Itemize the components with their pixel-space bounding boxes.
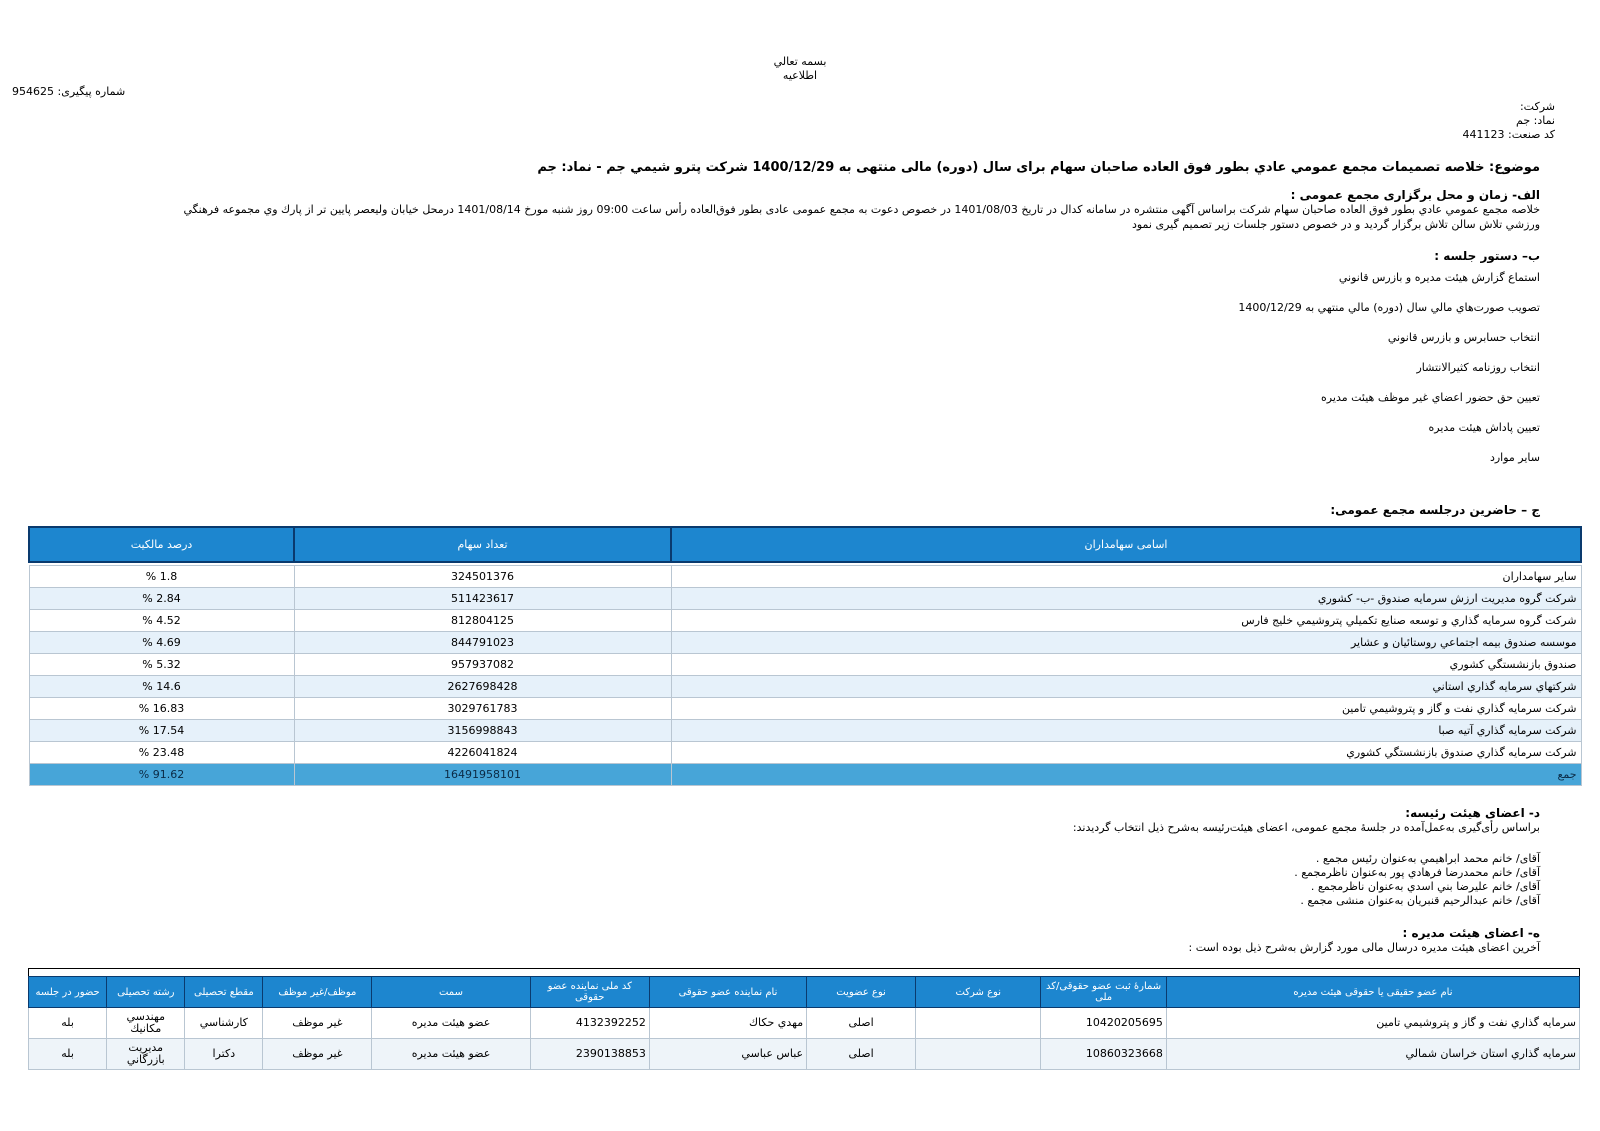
agenda-item: استماع گزارش هيئت مديره و بازرس قانوني [1338, 271, 1540, 284]
board-members-table [28, 976, 1580, 1070]
table-row [29, 654, 1581, 676]
ownership-percent: 2.84 % [29, 588, 294, 610]
section-a-line1: خلاصه مجمع عمومي عادي بطور فوق العاده صاحبان سهام شرکت براساس آگهی منتشره در سامانه کدال در تاریخ 1401/08/03 در خصوص دعوت به مجمع عمومی عادی بطور فوق‌العاده رأس ساعت 09:00 روز شنبه مورخ 1401/08/14 درمحل خيابان وليعصر پايين تر از پارك وي مجموعه فرهنگي [183, 203, 1540, 216]
shareholder-name: موسسه صندوق بيمه اجتماعي روستائيان و عشاير [671, 632, 1581, 654]
member-name: سرمايه گذاري استان خراسان شمالي [1166, 1039, 1579, 1070]
shareholders-table [28, 526, 1582, 786]
shareholder-name: شركت گروه مديريت ارزش سرمايه صندوق -ب- كشوري [671, 588, 1581, 610]
column-header: درصد مالکیت [29, 527, 294, 562]
table-row [29, 588, 1581, 610]
table-row [29, 1008, 1580, 1039]
table-row [29, 566, 1581, 588]
education-level: دكترا [185, 1039, 263, 1070]
company-label: شرکت: [1519, 100, 1555, 113]
share-count: 3029761783 [294, 698, 671, 720]
subject-line: موضوع: خلاصه تصميمات مجمع عمومي عادي بطور فوق العاده صاحبان سهام براى سال (دوره) مالى منتهى به 1400/12/29 شرکت پترو شيمي جم - نماد: جم [537, 160, 1540, 175]
section-e-title: ه- اعضای هیئت مدیره : [1402, 926, 1540, 940]
tracking-number: شماره پیگیری: 954625 [12, 85, 126, 98]
representative-name: عباس عباسي [649, 1039, 806, 1070]
table-row [29, 676, 1581, 698]
total-label: جمع [671, 764, 1581, 786]
ownership-percent: 14.6 % [29, 676, 294, 698]
presidium-member: آقای/ خانم عليرضا بني اسدي به‌عنوان ناظرمجمع . [1310, 880, 1540, 893]
column-header: شمارهٔ ثبت عضو حقوقی/کد ملی [1041, 977, 1166, 1008]
column-header: کد ملی نماینده عضو حقوقی [530, 977, 649, 1008]
ownership-percent: 1.8 % [29, 566, 294, 588]
section-a-line2: ورزشي تلاش سالن تلاش برگزار گردید و در خصوص دستور جلسات زیر تصمیم گیری نمود [1131, 218, 1540, 231]
column-header: نوع شرکت [916, 977, 1041, 1008]
attendance: بله [29, 1039, 107, 1070]
agenda-item: تعيين حق حضور اعضاي غير موظف هيئت مديره [1321, 391, 1540, 404]
section-e-intro: آخرین اعضای هیئت مدیره درسال مالی مورد گزارش به‌شرح ذیل بوده است : [1188, 941, 1540, 954]
share-count: 3156998843 [294, 720, 671, 742]
table-row [29, 742, 1581, 764]
agenda-item: ساير موارد [1489, 451, 1540, 464]
symbol: نماد: جم [1516, 114, 1555, 127]
column-header: حضور در جلسه [29, 977, 107, 1008]
ownership-percent: 17.54 % [29, 720, 294, 742]
table-header-row [29, 527, 1581, 562]
representative-national-id: 2390138853 [530, 1039, 649, 1070]
shareholder-name: شركت سرمايه گذاري نفت و گاز و پتروشيمي تامين [671, 698, 1581, 720]
presidium-member: آقای/ خانم محمد ابراهيمي به‌عنوان رئیس مجمع . [1315, 852, 1540, 865]
duty-status: غیر موظف [263, 1008, 372, 1039]
presidium-member: آقای/ خانم عبدالرحيم قنبريان به‌عنوان منشی مجمع . [1300, 894, 1540, 907]
field-of-study: مديريت بازرگاني [107, 1039, 185, 1070]
column-header: اسامی سهامداران [671, 527, 1581, 562]
position: عضو هيئت مديره [372, 1039, 530, 1070]
column-header: مقطع تحصیلی [185, 977, 263, 1008]
table-row [29, 698, 1581, 720]
agenda-item: انتخاب حسابرس و بازرس قانوني [1387, 331, 1540, 344]
document-header [600, 55, 1000, 83]
column-header: نام نماینده عضو حقوقی [649, 977, 806, 1008]
table-row [29, 610, 1581, 632]
share-count: 2627698428 [294, 676, 671, 698]
shareholder-name: ساير سهامداران [671, 566, 1581, 588]
ownership-percent: 4.69 % [29, 632, 294, 654]
duty-status: غیر موظف [263, 1039, 372, 1070]
agenda-item: انتخاب روزنامه كثيرالانتشار [1416, 361, 1540, 374]
attendance: بله [29, 1008, 107, 1039]
table-header-row [29, 977, 1580, 1008]
basmala: بسمه تعالي [773, 55, 827, 68]
column-header: نام عضو حقیقی یا حقوقی هیئت مدیره [1166, 977, 1579, 1008]
representative-name: مهدي حكاك [649, 1008, 806, 1039]
share-count: 324501376 [294, 566, 671, 588]
column-header: سمت [372, 977, 530, 1008]
membership-type: اصلی [807, 1039, 916, 1070]
section-a-title: الف- زمان و محل برگزاری مجمع عمومی : [1290, 188, 1540, 202]
section-b-title: ب– دستور جلسه : [1434, 249, 1540, 263]
section-d-title: د- اعضای هیئت رئیسه: [1405, 806, 1540, 820]
share-count: 844791023 [294, 632, 671, 654]
share-count: 812804125 [294, 610, 671, 632]
shareholder-name: شركتهاي سرمايه گذاري استاني [671, 676, 1581, 698]
column-header: نوع عضویت [807, 977, 916, 1008]
ownership-percent: 23.48 % [29, 742, 294, 764]
share-count: 957937082 [294, 654, 671, 676]
shareholder-name: شركت سرمايه گذاري صندوق بازنشستگي كشوري [671, 742, 1581, 764]
registration-number: 10420205695 [1041, 1008, 1166, 1039]
position: عضو هيئت مديره [372, 1008, 530, 1039]
table-row [29, 632, 1581, 654]
ownership-percent: 16.83 % [29, 698, 294, 720]
member-name: سرمايه گذاري نفت و گاز و پتروشيمي تامين [1166, 1008, 1579, 1039]
registration-number: 10860323668 [1041, 1039, 1166, 1070]
column-header: تعداد سهام [294, 527, 671, 562]
total-shares: 16491958101 [294, 764, 671, 786]
shareholder-name: شركت گروه سرمايه گذاري و توسعه صنايع تكميلي پتروشيمي خليج فارس [671, 610, 1581, 632]
column-header: موظف/غیر موظف [263, 977, 372, 1008]
total-row [29, 764, 1581, 786]
company-info [1255, 100, 1555, 142]
section-c-title: ج – حاضرین درجلسه مجمع عمومی: [1330, 503, 1540, 517]
company-type [916, 1039, 1041, 1070]
shareholder-name: صندوق بازنشستگي كشوري [671, 654, 1581, 676]
table-row [29, 1039, 1580, 1070]
board-table-frame [28, 968, 1580, 976]
table-row [29, 720, 1581, 742]
field-of-study: مهندسي مكانيك [107, 1008, 185, 1039]
ownership-percent: 5.32 % [29, 654, 294, 676]
education-level: كارشناسي [185, 1008, 263, 1039]
agenda-item: تصويب صورت‌هاي مالي سال (دوره) مالي منتهي به 1400/12/29 [1238, 301, 1540, 314]
column-header: رشته تحصیلی [107, 977, 185, 1008]
section-d-intro: براساس رأی‌گیری به‌عمل‌آمده در جلسهٔ مجمع عمومی، اعضای هیئت‌رئیسه به‌شرح ذیل انتخاب گردیدند: [1072, 821, 1540, 834]
representative-national-id: 4132392252 [530, 1008, 649, 1039]
shareholder-name: شركت سرمايه گذاري آتيه صبا [671, 720, 1581, 742]
total-percent: 91.62 % [29, 764, 294, 786]
ownership-percent: 4.52 % [29, 610, 294, 632]
agenda-item: تعيين پاداش هيئت مديره [1428, 421, 1540, 434]
announcement-title: اطلاعيه [782, 69, 818, 82]
company-type [916, 1008, 1041, 1039]
industry-code: کد صنعت: 441123 [1462, 128, 1555, 141]
presidium-member: آقای/ خانم محمدرضا فرهادي پور به‌عنوان ناظرمجمع . [1294, 866, 1540, 879]
membership-type: اصلی [807, 1008, 916, 1039]
share-count: 511423617 [294, 588, 671, 610]
share-count: 4226041824 [294, 742, 671, 764]
